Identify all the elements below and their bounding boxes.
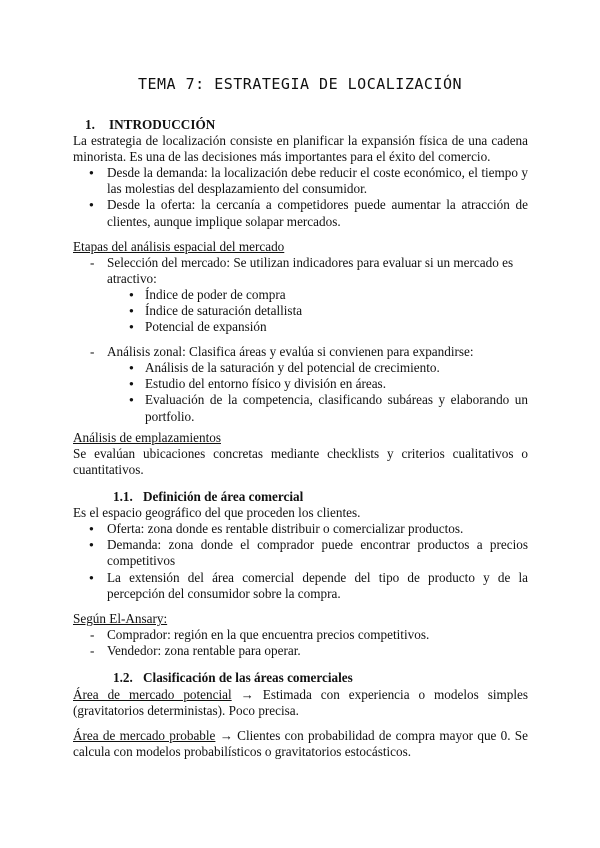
- area-bullet-demand: ● Demanda: zona donde el comprador puede encontrar productos a precios competitivos: [73, 537, 528, 569]
- intro-bullet-supply: ● Desde la oferta: la cercanía a competidores puede aumentar la atracción de clientes, aunque implique solapar mercados.: [73, 197, 528, 229]
- section-1-2-title: Clasificación de las áreas comerciales: [143, 670, 353, 685]
- potential-market-label: Área de mercado potencial: [73, 687, 232, 702]
- probable-market-text: → Clientes con probabilidad de compra mayor que 0. Se calcula con modelos probabilísticos o gravitatorios estocásticos.: [73, 728, 528, 760]
- indicator-purchasing-power: ● Índice de poder de compra: [73, 287, 528, 303]
- indicator-retail-saturation: ● Índice de saturación detallista: [73, 303, 528, 319]
- intro-bullet-list: [73, 165, 528, 230]
- el-ansary-heading: Según El-Ansary:: [73, 611, 168, 626]
- zonal-environment: ● Estudio del entorno físico y división en áreas.: [73, 376, 528, 392]
- intro-bullet-demand: ● Desde la demanda: la localización debe reducir el coste económico, el tiempo y las molestias del desplazamiento del consumidor.: [73, 165, 528, 197]
- zonal-analysis-list: [73, 360, 528, 425]
- potential-market-text: → Estimada con experiencia o modelos simples (gravitatorios deterministas). Poco precisa.: [73, 687, 528, 719]
- emplazamientos-paragraph: Se evalúan ubicaciones concretas mediante checklists y criterios cualitativos o cuantitativos.: [73, 446, 528, 478]
- area-bullet-supply: ● Oferta: zona donde es rentable distribuir o comercializar productos.: [73, 521, 528, 537]
- area-bullet-extension: ● La extensión del área comercial depende del tipo de producto y de la percepción del consumidor sobre la compra.: [73, 570, 528, 602]
- page-title: TEMA 7: ESTRATEGIA DE LOCALIZACIÓN: [137, 75, 463, 93]
- section-1-1-heading: [113, 489, 303, 505]
- area-definition-paragraph: Es el espacio geográfico del que proceden los clientes.: [73, 505, 361, 520]
- emplazamientos-heading: Análisis de emplazamientos: [73, 430, 221, 445]
- etapas-item-zonal-analysis: [73, 344, 528, 360]
- section-1-2-heading: [113, 670, 353, 686]
- el-ansary-list: [73, 627, 528, 659]
- section-1-number: 1.: [85, 117, 95, 132]
- section-1-1-number: 1.1.: [113, 489, 133, 504]
- probable-market-paragraph: [73, 728, 528, 760]
- potential-market-paragraph: [73, 687, 528, 719]
- probable-market-label: Área de mercado probable: [73, 728, 216, 743]
- etapas-item-market-selection: [73, 255, 528, 287]
- zonal-saturation: ● Análisis de la saturación y del potencial de crecimiento.: [73, 360, 528, 376]
- section-1-2-number: 1.2.: [113, 670, 133, 685]
- market-indicators-list: [73, 287, 528, 336]
- etapas-item-1-text: - Selección del mercado: Se utilizan indicadores para evaluar si un mercado es atractivo:: [73, 255, 528, 287]
- intro-paragraph: La estrategia de localización consiste en planificar la expansión física de una cadena minorista. Es una de las decisiones más importantes para el éxito del comercio.: [73, 133, 528, 165]
- el-ansary-seller: - Vendedor: zona rentable para operar.: [73, 643, 528, 659]
- area-bullet-list: [73, 521, 528, 602]
- section-1-heading: [85, 117, 215, 133]
- etapas-heading: Etapas del análisis espacial del mercado: [73, 239, 285, 254]
- section-1-1-title: Definición de área comercial: [143, 489, 304, 504]
- indicator-expansion-potential: ● Potencial de expansión: [73, 319, 528, 335]
- zonal-competition: ● Evaluación de la competencia, clasificando subáreas y elaborando un portfolio.: [73, 392, 528, 424]
- el-ansary-buyer: - Comprador: región en la que encuentra precios competitivos.: [73, 627, 528, 643]
- etapas-item-2-text: - Análisis zonal: Clasifica áreas y evalúa si convienen para expandirse:: [73, 344, 528, 360]
- section-1-title: INTRODUCCIÓN: [109, 117, 216, 132]
